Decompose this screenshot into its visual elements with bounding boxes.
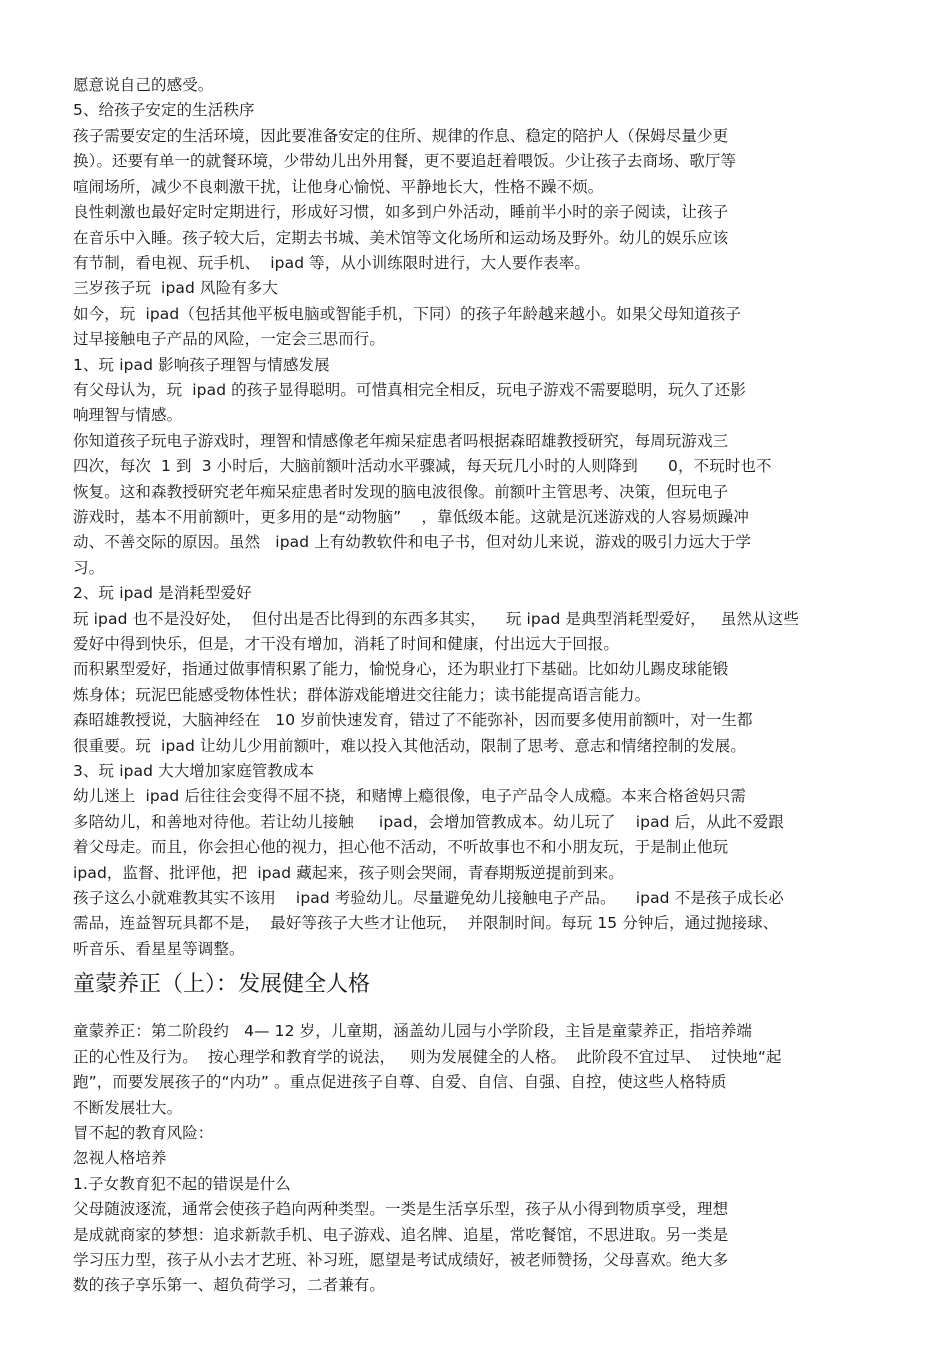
text-line: 习。 [73,559,105,577]
text-line: 如今，玩 ipad（包括其他平板电脑或智能手机，下同）的孩子年龄越来越小。如果父母知道孩子 [73,305,741,323]
subheading: 忽视人格培养 [73,1149,167,1167]
text-line: 需品，连益智玩具都不是， 最好等孩子大些才让他玩， 并限制时间。每玩 15 分钟后，通过抛接球、 [73,914,779,932]
text-line: 正的心性及行为。 按心理学和教育学的说法， 则为发展健全的人格。 此阶段不宜过早、 过快地“起 [73,1048,782,1066]
text-line: 响理智与情感。 [73,406,183,424]
text-line: 孩子需要安定的生活环境，因此要准备安定的住所、规律的作息、稳定的陪护人（保姆尽量少更 [73,127,729,145]
text-line: 多陪幼儿，和善地对待他。若让幼儿接触 ipad，会增加管教成本。幼儿玩了 ipad 后，从此不爱跟 [73,813,784,831]
text-line: 幼儿迷上 ipad 后往往会变得不屈不挠，和赌博上瘾很像，电子产品令人成瘾。本来合格爸妈只需 [73,787,746,805]
section-heading-1: 1、玩 ipad 影响孩子理智与情感发展 [73,356,330,374]
text-line: 动、不善交际的原因。虽然 ipad 上有幼教软件和电子书，但对幼儿来说，游戏的吸引力远大于学 [73,533,751,551]
text-line: ipad，监督、批评他，把 ipad 藏起来，孩子则会哭闹，青春期叛逆提前到来。 [73,864,624,882]
text-line: 不断发展壮大。 [73,1099,183,1117]
section-title: 三岁孩子玩 ipad 风险有多大 [73,279,278,297]
text-line: 童蒙养正：第二阶段约 4— 12 岁，儿童期，涵盖幼儿园与小学阶段，主旨是童蒙养正，指培养端 [73,1022,753,1040]
text-line: 游戏时，基本不用前额叶，更多用的是“动物脑” ，靠低级本能。这就是沉迷游戏的人容易烦躁冲 [73,508,749,526]
text-line: 爱好中得到快乐，但是，才干没有增加，消耗了时间和健康，付出远大于回报。 [73,635,620,653]
text-line: 过早接触电子产品的风险，一定会三思而行。 [73,330,386,348]
section-heading-5: 5、给孩子安定的生活秩序 [73,101,255,119]
text-line: 在音乐中入睡。孩子较大后，定期去书城、美术馆等文化场所和运动场及野外。幼儿的娱乐应该 [73,229,729,247]
section-heading-2: 2、玩 ipad 是消耗型爱好 [73,584,252,602]
text-line: 你知道孩子玩电子游戏时，理智和情感像老年痴呆症患者吗根据森昭雄教授研究，每周玩游戏三 [73,432,729,450]
text-line: 有父母认为，玩 ipad 的孩子显得聪明。可惜真相完全相反，玩电子游戏不需要聪明，玩久了还影 [73,381,746,399]
text-line: 四次，每次 1 到 3 小时后，大脑前额叶活动水平骤减，每天玩几小时的人则降到 0，不玩时也不 [73,457,772,475]
text-line: 数的孩子享乐第一、超负荷学习，二者兼有。 [73,1276,386,1294]
text-line: 喧闹场所，减少不良刺激干扰，让他身心愉悦、平静地长大，性格不躁不烦。 [73,178,604,196]
section-heading-3: 3、玩 ipad 大大增加家庭管教成本 [73,762,315,780]
text-line: 孩子这么小就难教其实不该用 ipad 考验幼儿。尽量避免幼儿接触电子产品。 ipad 不是孩子成长必 [73,889,784,907]
text-line: 森昭雄教授说，大脑神经在 10 岁前快速发育，错过了不能弥补，因而要多使用前额叶，对一生都 [73,711,753,729]
text-line: 玩 ipad 也不是没好处， 但付出是否比得到的东西多其实， 玩 ipad 是典型消耗型爱好， 虽然从这些 [73,610,799,628]
text-line: 有节制，看电视、玩手机、 ipad 等，从小训练限时进行，大人要作表率。 [73,254,590,272]
subheading: 冒不起的教育风险： [73,1124,214,1142]
text-line: 很重要。玩 ipad 让幼儿少用前额叶，难以投入其他活动，限制了思考、意志和情绪控制的发展。 [73,737,746,755]
text-line: 父母随波逐流，通常会使孩子趋向两种类型。一类是生活享乐型，孩子从小得到物质享受，理想 [73,1200,729,1218]
section-heading-1: 1.子女教育犯不起的错误是什么 [73,1175,291,1193]
text-line: 恢复。这和森教授研究老年痴呆症患者时发现的脑电波很像。前额叶主管思考、决策，但玩电子 [73,483,729,501]
text-line: 良性刺激也最好定时定期进行，形成好习惯，如多到户外活动，睡前半小时的亲子阅读，让孩子 [73,203,729,221]
text-line: 愿意说自己的感受。 [73,76,214,94]
text-line: 跑”，而要发展孩子的“内功” 。重点促进孩子自尊、自爱、自信、自强、自控，使这些人格特质 [73,1073,727,1091]
text-line: 听音乐、看星星等调整。 [73,940,245,958]
text-line: 换）。还要有单一的就餐环境，少带幼儿出外用餐，更不要追赶着喂饭。少让孩子去商场、歌厅等 [73,152,737,170]
text-line: 而积累型爱好，指通过做事情积累了能力，愉悦身心，还为职业打下基础。比如幼儿踢皮球能锻 [73,660,729,678]
text-line: 学习压力型，孩子从小去才艺班、补习班，愿望是考试成绩好，被老师赞扬，父母喜欢。绝大多 [73,1251,729,1269]
text-line: 是成就商家的梦想：追求新款手机、电子游戏、追名牌、追星，常吃餐馆，不思进取。另一类是 [73,1226,729,1244]
chapter-heading: 童蒙养正（上）：发展健全人格 [73,972,371,997]
text-line: 着父母走。而且，你会担心他的视力，担心他不活动，不听故事也不和小朋友玩，于是制止他玩 [73,838,729,856]
text-line: 炼身体；玩泥巴能感受物体性状；群体游戏能增进交往能力；读书能提高语言能力。 [73,686,651,704]
